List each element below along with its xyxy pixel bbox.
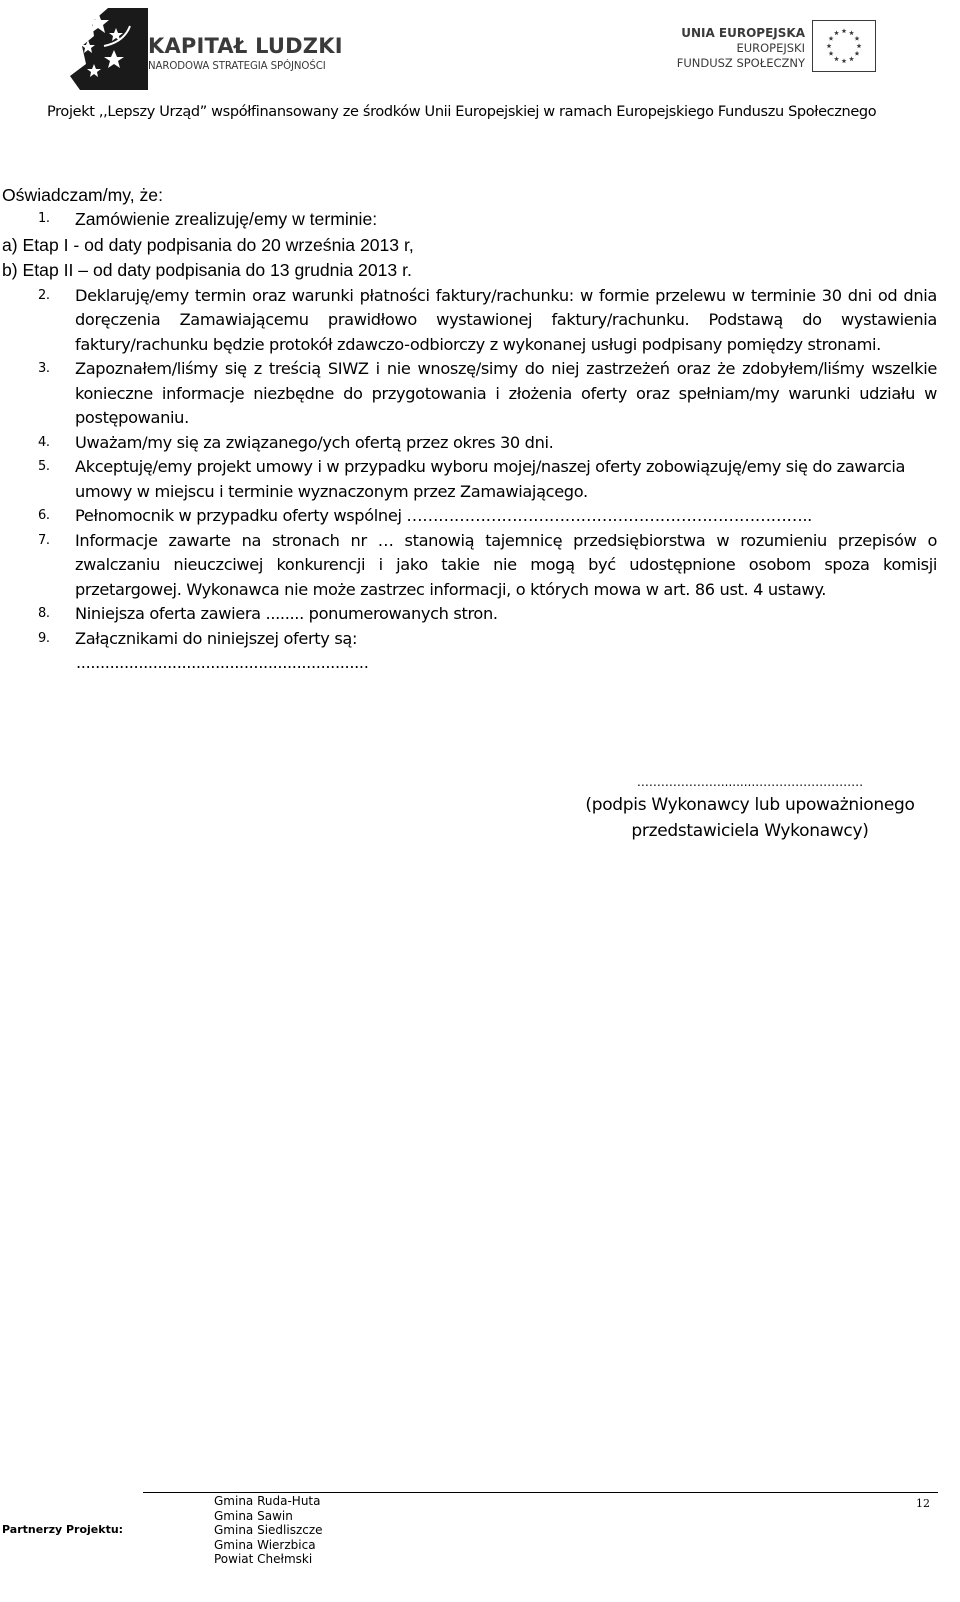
- list-item-6: [0, 504, 937, 529]
- list-item-9: [0, 627, 937, 652]
- item1-sub-b: [0, 258, 960, 284]
- list-item-1: [0, 207, 937, 233]
- item1-sub-a: [0, 233, 960, 259]
- item-text: Informacje zawarte na stronach nr … stanowią tajemnicę przedsiębiorstwa w rozumieniu przepisów o zwalczaniu nieuczciwej konkurencji i jako takie nie mogą być udostępnione osobom spoza komisji przetargowej. Wykonawca nie może zastrzec informacji, o których mowa w art. 86 ust. 4 ustawy.: [75, 530, 937, 599]
- signature-caption-1: (podpis Wykonawcy lub upoważnionego: [585, 795, 915, 815]
- partners-list: [214, 1494, 323, 1567]
- page-header: [0, 0, 960, 135]
- item-number: 1.: [38, 211, 50, 226]
- item-text: Pełnomocnik w przypadku oferty wspólnej …………………………………………………………………..: [75, 506, 812, 525]
- partners-label: Partnerzy Projektu:: [2, 1523, 124, 1536]
- item-number: 8.: [38, 606, 50, 621]
- item-number: 6.: [38, 508, 50, 523]
- partner-item: Gmina Sawin: [214, 1508, 293, 1523]
- sub-b-text: b) Etap II – od daty podpisania do 13 grudnia 2013 r.: [2, 260, 412, 280]
- eu-flag-icon: [812, 20, 876, 72]
- list-item-4: [0, 431, 937, 456]
- eu-line-3: FUNDUSZ SPOŁECZNY: [676, 56, 805, 70]
- intro-text: Oświadczam/my, że:: [2, 185, 163, 205]
- item-text: Zamówienie zrealizuję/emy w terminie:: [75, 209, 378, 229]
- partner-item: Powiat Chełmski: [214, 1552, 313, 1567]
- list-item-7: [0, 529, 937, 603]
- signature-caption-2: przedstawiciela Wykonawcy): [631, 821, 869, 841]
- page-number: 12: [916, 1497, 930, 1510]
- declaration-intro: [2, 183, 163, 209]
- item-text: Załącznikami do niniejszej oferty są:: [75, 628, 358, 648]
- item-text: Uważam/my się za związanego/ych ofertą przez okres 30 dni.: [75, 432, 554, 452]
- eu-line-2: EUROPEJSKI: [736, 41, 805, 55]
- item-text: Zapoznałem/liśmy się z treścią SIWZ i nie wnoszę/simy do niej zastrzeżeń oraz że zdobyłem/liśmy wszelkie konieczne informacje niezbędne do przygotowania i złożenia oferty oraz spełniam/my warunki udziału w postępowaniu.: [75, 359, 937, 427]
- partner-item: Gmina Ruda-Huta: [214, 1494, 321, 1508]
- footer-divider: [143, 1492, 938, 1493]
- item-number: 4.: [38, 434, 50, 450]
- item-text: Niniejsza oferta zawiera ........ ponumerowanych stron.: [75, 604, 498, 623]
- item-text: Akceptuję/emy projekt umowy i w przypadku wyboru mojej/naszej oferty zobowiązuję/emy się do zawarcia umowy w miejscu i terminie wyznaczonym przez Zamawiającego.: [75, 457, 906, 501]
- item-number: 9.: [38, 630, 50, 646]
- kapital-ludzki-subtitle: NARODOWA STRATEGIA SPÓJNOŚCI: [148, 61, 326, 72]
- list-item-2: [0, 284, 937, 358]
- item-number: 5.: [38, 459, 50, 474]
- partner-item: Gmina Wierzbica: [214, 1537, 316, 1552]
- item-number: 2.: [38, 287, 50, 303]
- partner-item: Gmina Siedliszcze: [214, 1523, 323, 1538]
- kapital-ludzki-logo-icon: [64, 6, 148, 90]
- sub-a-text: a) Etap I - od daty podpisania do 20 września 2013 r,: [2, 234, 414, 255]
- list-item-3: [0, 357, 937, 431]
- kapital-ludzki-title: KAPITAŁ LUDZKI: [148, 34, 343, 58]
- list-item-8: [0, 602, 937, 627]
- signature-line: ………………….........………………………: [636, 775, 864, 789]
- item-number: 3.: [38, 361, 50, 376]
- list-item-5: [0, 455, 937, 504]
- item-number: 7.: [38, 532, 50, 548]
- declaration-list: [0, 207, 960, 676]
- attachments-dots: .............................................................: [76, 653, 369, 672]
- eu-logo-text: [655, 26, 805, 71]
- signature-block: [540, 772, 960, 844]
- project-title: Projekt ,,Lepszy Urząd” współfinansowany ze środków Unii Europejskiej w ramach Europejskiego Funduszu Społecznego: [47, 104, 877, 120]
- eu-line-1: UNIA EUROPEJSKA: [681, 26, 805, 40]
- item-text: Deklaruję/emy termin oraz warunki płatności faktury/rachunku: w formie przelewu w terminie 30 dni od dnia doręczenia Zamawiającemu prawidłowo wystawionej faktury/rachunku. Podstawą do wystawienia faktury/rachunku będzie protokół zdawczo-odbiorczy z wykonanej usługi podpisany pomiędzy stronami.: [75, 285, 937, 354]
